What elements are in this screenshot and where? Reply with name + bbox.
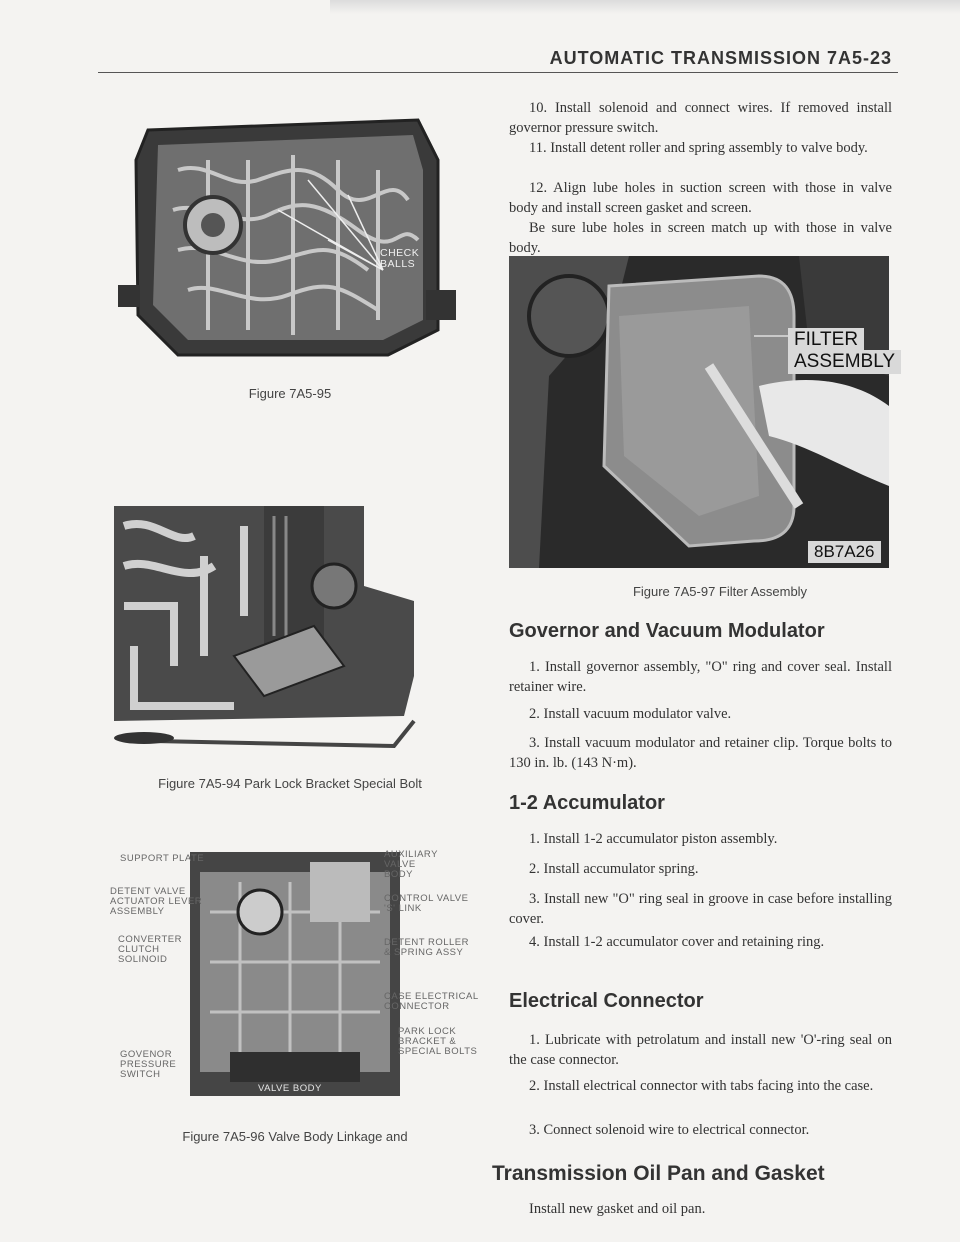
- filter-assembly-tag-line2: ASSEMBLY: [788, 350, 901, 374]
- callout-park-lock-bracket: PARK LOCK BRACKET & SPECIAL BOLTS: [398, 1026, 478, 1057]
- accumulator-step-2-text: 2. Install accumulator spring.: [529, 861, 699, 877]
- callout-governor-pressure-switch: GOVENOR PRESSURE SWITCH: [120, 1049, 177, 1080]
- step-12: [509, 178, 892, 218]
- header-rule: [98, 72, 898, 73]
- page-header-title: AUTOMATIC TRANSMISSION 7A5-23: [549, 48, 892, 68]
- governor-step-2: [509, 704, 892, 724]
- electrical-step-2-text: 2. Install electrical connector with tabs facing into the case.: [529, 1078, 874, 1094]
- electrical-step-3-text: 3. Connect solenoid wire to electrical connector.: [529, 1122, 810, 1138]
- figure-97-caption: Figure 7A5-97 Filter Assembly: [632, 584, 808, 599]
- figure-94-photo: [114, 506, 444, 756]
- step-11-text: 11. Install detent roller and spring assembly to valve body.: [529, 140, 868, 156]
- heading-accumulator: 1-2 Accumulator: [509, 792, 665, 814]
- filter-assembly-tag-line1: FILTER: [788, 328, 864, 352]
- step-12-note-text: Be sure lube holes in screen match up with those in valve body.: [509, 220, 892, 256]
- heading-governor: Governor and Vacuum Modulator: [509, 620, 825, 642]
- valve-body-linkage-illustration: [190, 852, 400, 1096]
- heading-electrical-connector: Electrical Connector: [509, 990, 704, 1012]
- accumulator-step-4-text: 4. Install 1-2 accumulator cover and retaining ring.: [529, 934, 825, 950]
- callout-detent-roller: DETENT ROLLER & SPRING ASSY: [384, 937, 469, 958]
- step-12-text: 12. Align lube holes in suction screen with those in valve body and install screen gasket and screen.: [509, 180, 892, 216]
- accumulator-step-1: [509, 829, 892, 849]
- governor-step-1-text: 1. Install governor assembly, "O" ring and cover seal. Install retainer wire.: [509, 659, 892, 695]
- governor-step-1: [509, 657, 892, 697]
- oil-pan-step-text: Install new gasket and oil pan.: [529, 1201, 706, 1217]
- valve-body-illustration: [118, 100, 458, 360]
- accumulator-step-4: [509, 932, 892, 952]
- figure-97-photo: [509, 256, 889, 568]
- heading-oil-pan: Transmission Oil Pan and Gasket: [492, 1162, 825, 1185]
- electrical-step-3: [509, 1120, 892, 1140]
- electrical-step-1-text: 1. Lubricate with petrolatum and install new 'O'-ring seal on the case connector.: [509, 1032, 892, 1068]
- figure-97-code: 8B7A26: [808, 541, 881, 563]
- step-10-text: 10. Install solenoid and connect wires. If removed install governor pressure switch.: [509, 100, 892, 136]
- callout-converter-clutch-solenoid: CONVERTER CLUTCH SOLINOID: [118, 934, 182, 965]
- callout-detent-valve-actuator: DETENT VALVE ACTUATOR LEVER ASSEMBLY: [110, 886, 203, 917]
- step-10: [509, 98, 892, 138]
- figure-96-caption: Figure 7A5-96 Valve Body Linkage and: [182, 1129, 408, 1144]
- park-lock-bracket-illustration: [114, 506, 444, 756]
- accumulator-step-2: [509, 859, 892, 879]
- accumulator-step-3-text: 3. Install new "O" ring seal in groove in case before installing cover.: [509, 891, 892, 927]
- figure-95-photo: [118, 100, 458, 360]
- electrical-step-1: [509, 1030, 892, 1070]
- governor-step-2-text: 2. Install vacuum modulator valve.: [529, 706, 732, 722]
- callout-valve-body: VALVE BODY: [258, 1083, 322, 1094]
- callout-control-valve-link: CONTROL VALVE 'S' LINK: [384, 893, 469, 914]
- callout-check-balls: CHECK BALLS: [380, 247, 420, 270]
- accumulator-step-1-text: 1. Install 1-2 accumulator piston assembly.: [529, 831, 778, 847]
- figure-95-caption: Figure 7A5-95: [248, 386, 332, 401]
- accumulator-step-3: [509, 889, 892, 929]
- callout-auxiliary-valve-body: AUXILIARY VALVE BODY: [384, 849, 438, 880]
- figure-96-photo: [190, 852, 400, 1096]
- scan-edge-shadow: [330, 0, 960, 14]
- filter-assembly-illustration: [509, 256, 889, 568]
- step-12-note: [509, 218, 892, 258]
- oil-pan-step: [509, 1199, 892, 1219]
- figure-94-caption: Figure 7A5-94 Park Lock Bracket Special Bolt: [158, 776, 422, 791]
- electrical-step-2: [509, 1076, 892, 1096]
- callout-support-plate: SUPPORT PLATE: [120, 853, 205, 864]
- governor-step-3: [509, 733, 892, 773]
- governor-step-3-text: 3. Install vacuum modulator and retainer clip. Torque bolts to 130 in. lb. (143 N·m).: [509, 735, 892, 771]
- step-11: [509, 138, 892, 158]
- callout-case-electrical-connector: CASE ELECTRICAL CONNECTOR: [384, 991, 479, 1012]
